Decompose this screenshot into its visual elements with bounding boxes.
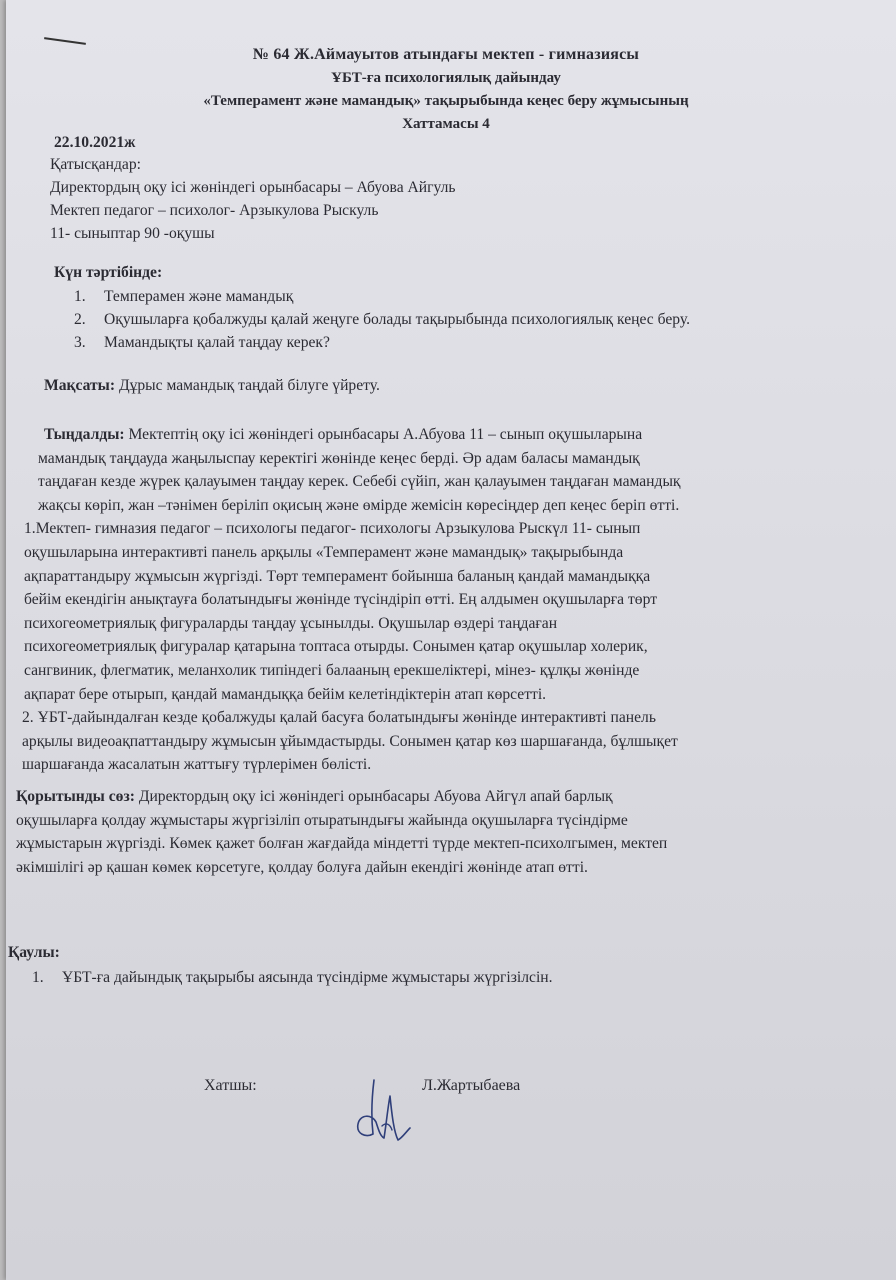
decision-item-number: 1. [32, 969, 44, 986]
heard-line: оқушыларына интерактивті панель арқылы «Темперамент және мамандық» тақырыбында [24, 543, 624, 561]
conclusion-line: жұмыстарын жүргізді. Көмек қажет болған жағдайда міндетті түрде мектеп-психолгымен, мектеп [16, 835, 668, 853]
heard-line: сангвиник, флегматик, меланхолик типіндегі балааның ерекшеліктері, мінез- құлқы жөнінде [24, 661, 640, 679]
heard-line: шаршағанда жасалатын жаттығу түрлерімен бөлісті. [22, 756, 372, 774]
pen-mark [44, 37, 86, 45]
goal-label: Мақсаты: [44, 377, 116, 394]
heard-section [22, 423, 681, 777]
decision-item [32, 969, 553, 987]
heard-line: психогеометриялық фигуралар қатарына топтаса отырды. Сонымен қатар оқушылар холерик, [24, 638, 648, 656]
agenda-item-number: 2. [74, 311, 86, 328]
heard-line: психогеометриялық фигураларды таңдау ұсынылды. Оқушылар өздері таңдаған [24, 614, 558, 632]
document-sheet [6, 0, 896, 1280]
conclusion-section [16, 785, 667, 879]
heard-line: таңдаған кезде жүрек қалауымен таңдау керек. Себебі сүйіп, жан қалауымен таңдаған мамандық [38, 473, 681, 491]
heard-first-line [38, 423, 681, 447]
protocol-title: Хаттамасы 4 [402, 116, 490, 132]
agenda-item-number: 1. [74, 288, 86, 305]
agenda-item [74, 334, 330, 352]
heard-line: ақпараттандыру жұмысын жүргізді. Төрт темперамент бойынша баланың қандай мамандыққа [24, 567, 651, 585]
secretary-name: Л.Жартыбаева [422, 1077, 521, 1094]
goal [44, 377, 380, 395]
agenda-item-text: Темперамен және мамандық [104, 288, 294, 305]
conclusion-first-line [16, 785, 667, 809]
agenda-item-text: Оқушыларға қобалжуды қалай жеңуге болады тақырыбында психологиялық кеңес беру. [104, 311, 690, 328]
topic-title: «Темперамент және мамандық» тақырыбында кеңес беру жұмысының [203, 93, 689, 109]
school-title: № 64 Ж.Аймауытов атындағы мектеп - гимназиясы [252, 46, 640, 63]
participant-line: Мектеп педагог – психолог- Арзыкулова Рыскуль [50, 202, 379, 219]
conclusion-line: әкімшілігі әр қашан көмек көрсетуге, қолдау болуға дайын екендігі жөнінде атап өтті. [16, 858, 588, 876]
subject-title: ҰБТ-ға психологиялық дайындау [331, 70, 561, 86]
secretary-role: Хатшы: [204, 1077, 257, 1094]
conclusion-first-text: Директордың оқу ісі жөніндегі орынбасары Абуова Айгүл апай барлық [134, 788, 613, 805]
date: 22.10.2021ж [54, 134, 136, 151]
decision-item-text: ҰБТ-ға дайындық тақырыбы аясында түсіндірме жұмыстары жүргізілсін. [62, 969, 553, 986]
agenda-item-number: 3. [74, 334, 86, 351]
participant-line: 11- сыныптар 90 -оқушы [50, 225, 215, 242]
agenda-label: Күн тәртібінде: [54, 264, 163, 281]
agenda-item [74, 311, 690, 329]
heard-line: мамандық таңдауда жаңылыспау керектігі жөнінде кеңес берді. Әр адам баласы мамандық [38, 449, 640, 467]
decision-label: Қаулы: [8, 944, 60, 961]
heard-line: бейім екендігін анықтауға болатындығы жөнінде түсіндіріп өтті. Ең алдымен оқушыларға төрт [24, 591, 658, 609]
heard-first-text: Мектептің оқу ісі жөніндегі орынбасары А.Абуова 11 – сынып оқушыларына [124, 426, 643, 443]
handwritten-signature [352, 1076, 414, 1146]
heard-line: жақсы көріп, жан –тәнімен беріліп оқисың және өмірде жемісін көресіңдер деп кеңес беріп өтті. [38, 496, 680, 514]
agenda-item-text: Мамандықты қалай таңдау керек? [104, 334, 330, 351]
participant-line: Директордың оқу ісі жөніндегі орынбасары – Абуова Айгуль [50, 179, 456, 196]
conclusion-line: оқушыларға қолдау жұмыстары жүргізіліп отыратындығы жайында оқушыларға түсіндірме [16, 811, 628, 829]
goal-text: Дұрыс мамандық таңдай білуге үйрету. [115, 377, 380, 394]
heard-line: арқылы видеоақпаттандыру жұмысын ұйымдастырды. Сонымен қатар көз шаршағанда, бұлшықет [22, 732, 678, 750]
heard-line: ақпарат бере отырып, қандай мамандыққа бейім келетіндіктерін атап көрсетті. [24, 685, 547, 703]
conclusion-label: Қорытынды сөз: [16, 788, 135, 805]
heard-line: 1.Мектеп- гимназия педагог – психологы педагог- психологы Арзыкулова Рыскүл 11- сынып [24, 520, 641, 538]
participants-label: Қатысқандар: [50, 156, 141, 173]
heard-line: 2. ҰБТ-дайындалған кезде қобалжуды қалай басуға болатындығы жөнінде интерактивті панель [22, 709, 656, 727]
agenda-item [74, 288, 293, 306]
heard-label: Тыңдалды: [44, 426, 125, 443]
